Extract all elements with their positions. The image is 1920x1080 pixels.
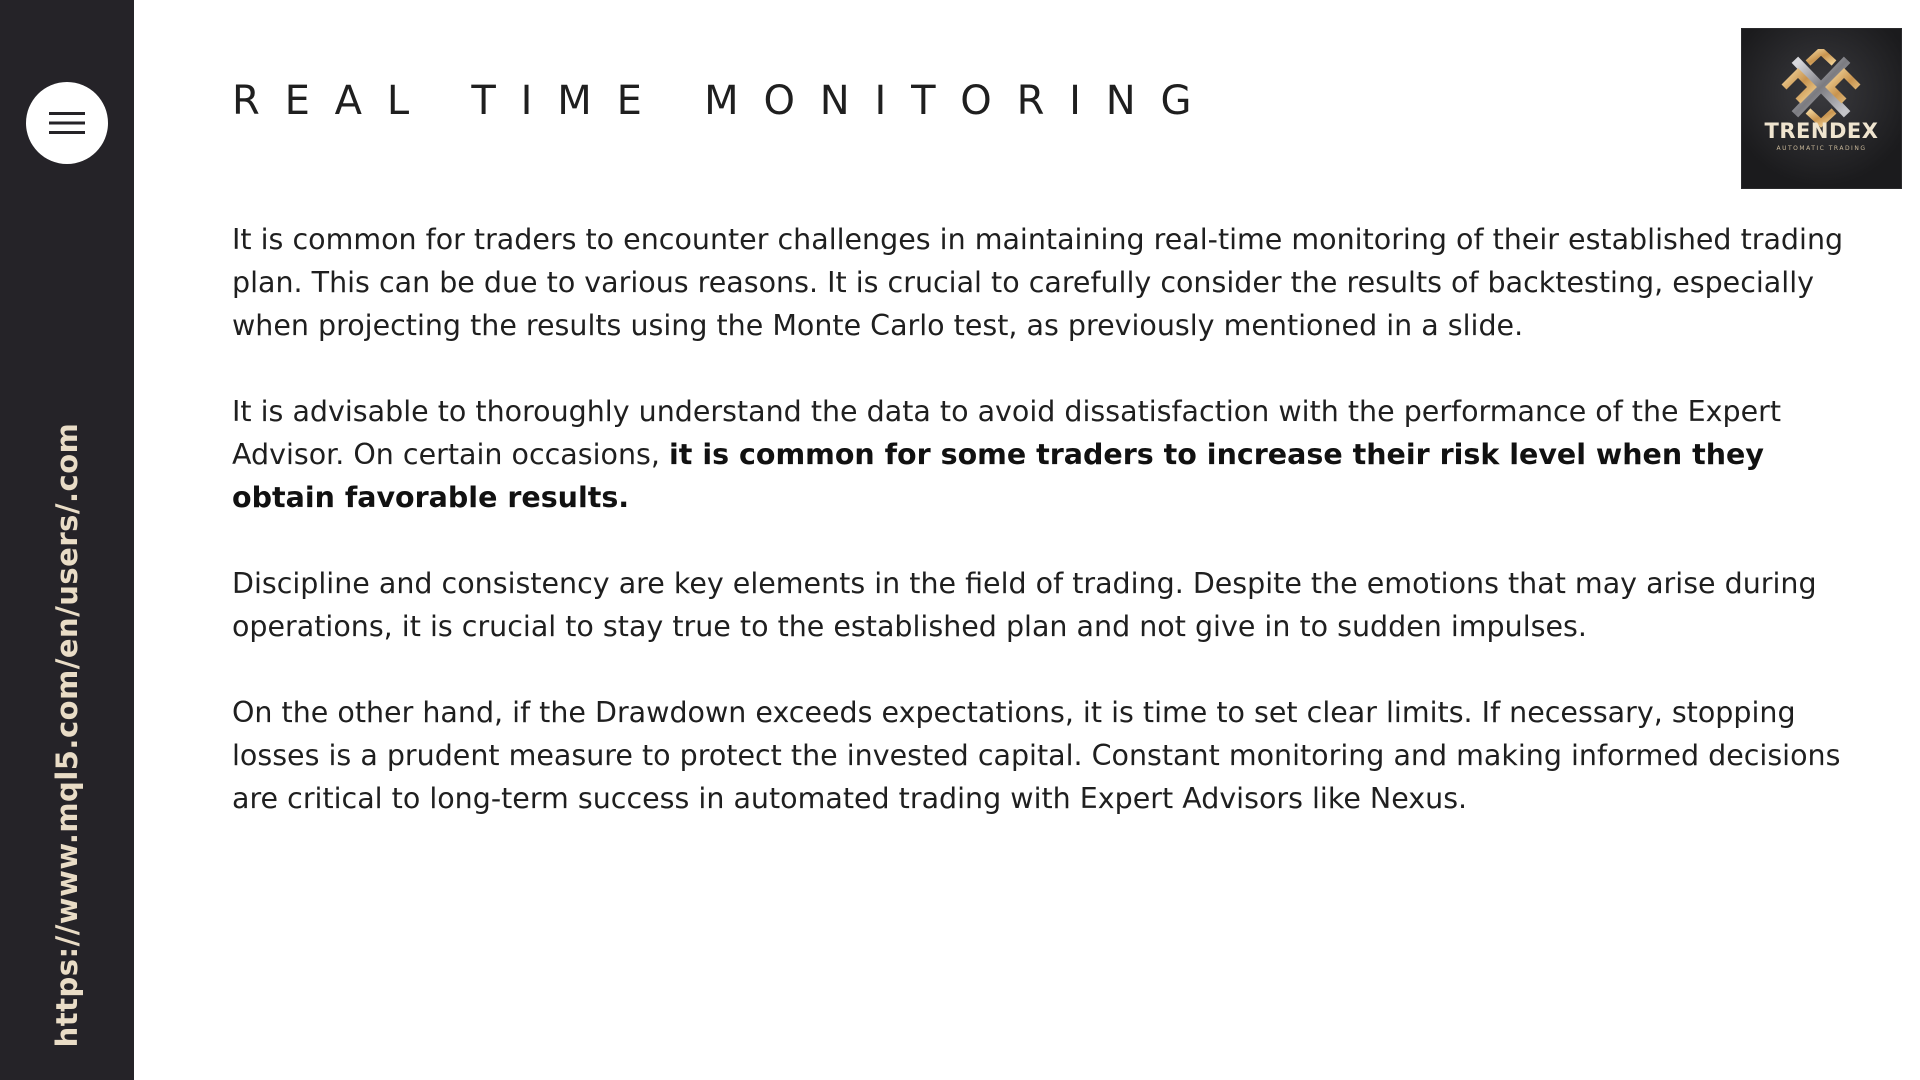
logo-name: TRENDEX xyxy=(1764,119,1879,143)
paragraph-2-intro: It is advisable to thoroughly understand the data to avoid dissatisfaction with the performance of the Expert Advisor. On certain occasions, xyxy=(232,395,1782,471)
hamburger-menu-icon xyxy=(49,109,85,137)
page-title: REAL TIME MONITORING xyxy=(232,78,1217,124)
paragraph-4: On the other hand, if the Drawdown exceeds expectations, it is time to set clear limits. If necessary, stopping losses is a prudent measure to protect the invested capital. Constant monitoring and making informed decisions are critical to long-term success in automated trading with Expert Advisors like Nexus. xyxy=(232,696,1841,815)
content-body xyxy=(232,218,1852,863)
menu-button[interactable] xyxy=(26,82,108,164)
logo-tagline: AUTOMATIC TRADING xyxy=(1776,145,1867,152)
paragraph-2 xyxy=(232,390,1852,519)
trendex-logo xyxy=(1742,29,1901,188)
sidebar xyxy=(0,0,134,1080)
paragraph-3: Discipline and consistency are key elements in the field of trading. Despite the emotions that may arise during operations, it is crucial to stay true to the established plan and not give in to sudden impulses. xyxy=(232,567,1817,643)
sidebar-url[interactable]: https://www.mql5.com/en/users/.com xyxy=(50,422,84,1048)
paragraph-2-emphasis: it is common for some traders to increase their risk level when they obtain favorable results. xyxy=(232,438,1764,514)
paragraph-1: It is common for traders to encounter challenges in maintaining real-time monitoring of their established trading plan. This can be due to various reasons. It is crucial to carefully consider the results of backtesting, especially when projecting the results using the Monte Carlo test, as previously mentioned in a slide. xyxy=(232,223,1844,342)
